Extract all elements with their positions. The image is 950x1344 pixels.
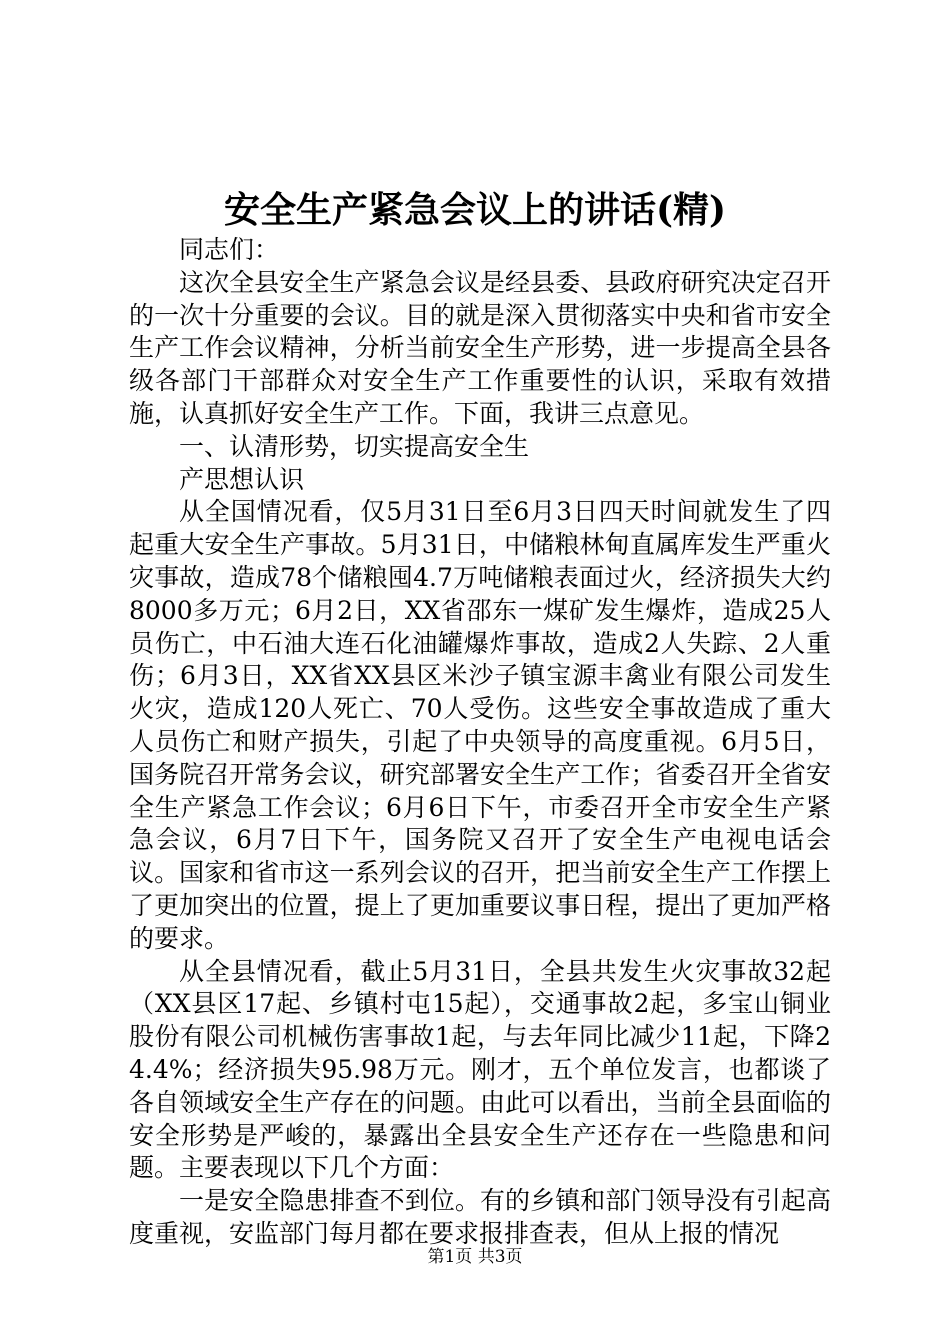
page-footer: 第1页 共3页 [427, 1247, 523, 1267]
paragraph: 从全县情况看，截止5月31日，全县共发生火灾事故32起（XX县区17起、乡镇村屯15起），交通事故2起，多宝山铜业股份有限公司机械伤害事故1起，与去年同比减少11起，下降24.4%；经济损失95.98万元。刚才，五个单位发言，也都谈了各自领域安全生产存在的问题。由此可以看出，当前全县面临的安全形势是严峻的，暴露出全县安全生产还存在一些隐患和问题。主要表现以下几个方面： [129, 956, 831, 1183]
paragraph: 从全国情况看，仅5月31日至6月3日四天时间就发生了四起重大安全生产事故。5月31日，中储粮林甸直属库发生严重火灾事故，造成78个储粮囤4.7万吨储粮表面过火，经济损失大约8000多万元；6月2日，XX省邵东一煤矿发生爆炸，造成25人员伤亡，中石油大连石化油罐爆炸事故，造成2人失踪、2人重伤；6月3日，XX省XX县区米沙子镇宝源丰禽业有限公司发生火灾，造成120人死亡、70人受伤。这些安全事故造成了重大人员伤亡和财产损失，引起了中央领导的高度重视。6月5日，国务院召开常务会议，研究部署安全生产工作；省委召开全省安全生产紧急工作会议；6月6日下午，市委召开全市安全生产紧急会议，6月7日下午，国务院又召开了安全生产电视电话会议。国家和省市这一系列会议的召开，把当前安全生产工作摆上了更加突出的位置，提上了更加重要议事日程，提出了更加严格的要求。 [129, 497, 831, 953]
salutation: 同志们： [179, 235, 280, 264]
paragraph: 这次全县安全生产紧急会议是经县委、县政府研究决定召开的一次十分重要的会议。目的就是深入贯彻落实中央和省市安全生产工作会议精神，分析当前安全生产形势，进一步提高全县各级各部门干部群众对安全生产工作重要性的认识，采取有效措施，认真抓好安全生产工作。下面，我讲三点意见。 [129, 267, 831, 428]
section-heading-continued: 产思想认识 [179, 464, 305, 494]
paragraph: 一是安全隐患排查不到位。有的乡镇和部门领导没有引起高度重视，安监部门每月都在要求报排查表，但从上报的情况 [129, 1186, 831, 1248]
section-heading: 一、认清形势，切实提高安全生 [179, 431, 530, 461]
document-title: 安全生产紧急会议上的讲话(精) [223, 189, 727, 231]
document-body [129, 234, 831, 1251]
